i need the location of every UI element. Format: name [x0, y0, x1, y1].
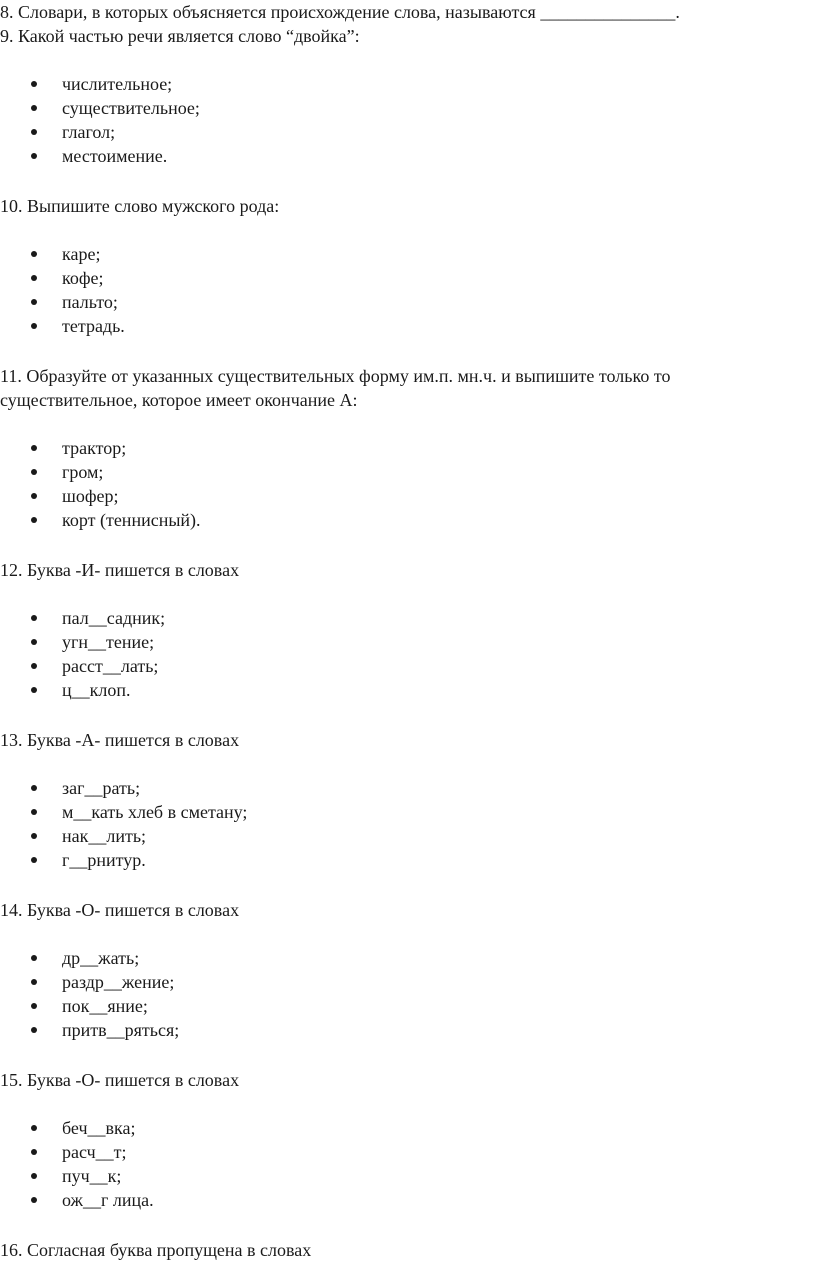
option-item	[0, 72, 816, 96]
option-label: гром;	[62, 462, 104, 482]
bullet-icon	[31, 445, 37, 451]
option-item	[0, 1116, 816, 1140]
spacer	[0, 218, 816, 242]
option-item	[0, 606, 816, 630]
bullet-icon	[31, 493, 37, 499]
option-label: корт (теннисный).	[62, 510, 201, 530]
option-item	[0, 824, 816, 848]
bullet-icon	[31, 129, 37, 135]
spacer	[0, 872, 816, 898]
question-8-title: 8. Словари, в которых объясняется происхождение слова, называются _______________.	[0, 2, 680, 22]
bullet-icon	[31, 1125, 37, 1131]
bullet-icon	[31, 785, 37, 791]
option-label: каре;	[62, 244, 101, 264]
option-item	[0, 144, 816, 168]
bullet-icon	[31, 955, 37, 961]
option-item	[0, 654, 816, 678]
bullet-icon	[31, 1173, 37, 1179]
option-label: ц__клоп.	[62, 680, 131, 700]
spacer	[0, 752, 816, 776]
spacer	[0, 922, 816, 946]
spacer	[0, 702, 816, 728]
question-10-title: 10. Выпишите слово мужского рода:	[0, 196, 280, 216]
option-item	[0, 946, 816, 970]
option-label: расч__т;	[62, 1142, 127, 1162]
option-label: раздр__жение;	[62, 972, 175, 992]
option-item	[0, 630, 816, 654]
bullet-icon	[31, 105, 37, 111]
option-item	[0, 242, 816, 266]
bullet-icon	[31, 663, 37, 669]
spacer	[0, 1212, 816, 1238]
option-label: тетрадь.	[62, 316, 125, 336]
bullet-icon	[31, 275, 37, 281]
bullet-icon	[31, 615, 37, 621]
bullet-icon	[31, 1027, 37, 1033]
question-12-options	[0, 606, 816, 702]
bullet-icon	[31, 1149, 37, 1155]
option-label: существительное;	[62, 98, 200, 118]
option-label: расст__лать;	[62, 656, 159, 676]
question-13-title: 13. Буква -А- пишется в словах	[0, 730, 240, 750]
spacer	[0, 1092, 816, 1116]
question-16-title: 16. Согласная буква пропущена в словах	[0, 1240, 312, 1260]
option-item	[0, 120, 816, 144]
bullet-icon	[31, 687, 37, 693]
option-item	[0, 508, 816, 532]
option-item	[0, 848, 816, 872]
option-label: г__рнитур.	[62, 850, 146, 870]
spacer	[0, 582, 816, 606]
option-item	[0, 96, 816, 120]
bullet-icon	[31, 517, 37, 523]
bullet-icon	[31, 1003, 37, 1009]
option-item	[0, 776, 816, 800]
option-item	[0, 484, 816, 508]
option-label: ож__г лица.	[62, 1190, 154, 1210]
option-item	[0, 266, 816, 290]
option-label: пуч__к;	[62, 1166, 122, 1186]
spacer	[0, 168, 816, 194]
option-label: др__жать;	[62, 948, 140, 968]
option-label: притв__ряться;	[62, 1020, 180, 1040]
bullet-icon	[31, 469, 37, 475]
option-item	[0, 970, 816, 994]
option-label: пок__яние;	[62, 996, 148, 1016]
question-14-title: 14. Буква -О- пишется в словах	[0, 900, 240, 920]
option-label: угн__тение;	[62, 632, 155, 652]
option-item	[0, 994, 816, 1018]
question-10-options	[0, 242, 816, 338]
spacer	[0, 1042, 816, 1068]
option-item	[0, 1140, 816, 1164]
bullet-icon	[31, 299, 37, 305]
question-15-title: 15. Буква -О- пишется в словах	[0, 1070, 240, 1090]
question-15-options	[0, 1116, 816, 1212]
question-9-options	[0, 72, 816, 168]
bullet-icon	[31, 809, 37, 815]
question-14-options	[0, 946, 816, 1042]
bullet-icon	[31, 1197, 37, 1203]
option-item	[0, 460, 816, 484]
option-item	[0, 290, 816, 314]
bullet-icon	[31, 639, 37, 645]
option-label: заг__рать;	[62, 778, 141, 798]
question-12-title: 12. Буква -И- пишется в словах	[0, 560, 240, 580]
option-item	[0, 436, 816, 460]
question-13-options	[0, 776, 816, 872]
bullet-icon	[31, 979, 37, 985]
question-11-options	[0, 436, 816, 532]
bullet-icon	[31, 857, 37, 863]
option-label: числительное;	[62, 74, 173, 94]
option-item	[0, 1018, 816, 1042]
option-item	[0, 1188, 816, 1212]
spacer	[0, 48, 816, 72]
spacer	[0, 412, 816, 436]
bullet-icon	[31, 251, 37, 257]
option-label: беч__вка;	[62, 1118, 136, 1138]
bullet-icon	[31, 153, 37, 159]
option-item	[0, 314, 816, 338]
option-label: трактор;	[62, 438, 127, 458]
option-label: кофе;	[62, 268, 104, 288]
option-label: глагол;	[62, 122, 116, 142]
option-item	[0, 800, 816, 824]
bullet-icon	[31, 81, 37, 87]
bullet-icon	[31, 833, 37, 839]
option-label: м__кать хлеб в сметану;	[62, 802, 248, 822]
option-label: местоимение.	[62, 146, 168, 166]
question-9-title: 9. Какой частью речи является слово “двойка”:	[0, 26, 360, 46]
spacer	[0, 338, 816, 364]
option-item	[0, 1164, 816, 1188]
option-label: шофер;	[62, 486, 119, 506]
option-label: пальто;	[62, 292, 118, 312]
option-label: пал__садник;	[62, 608, 166, 628]
option-label: нак__лить;	[62, 826, 147, 846]
option-item	[0, 678, 816, 702]
question-11-title: 11. Образуйте от указанных существительных форму им.п. мн.ч. и выпишите только то существительное, которое имеет окончание А:	[0, 366, 671, 410]
spacer	[0, 532, 816, 558]
bullet-icon	[31, 323, 37, 329]
